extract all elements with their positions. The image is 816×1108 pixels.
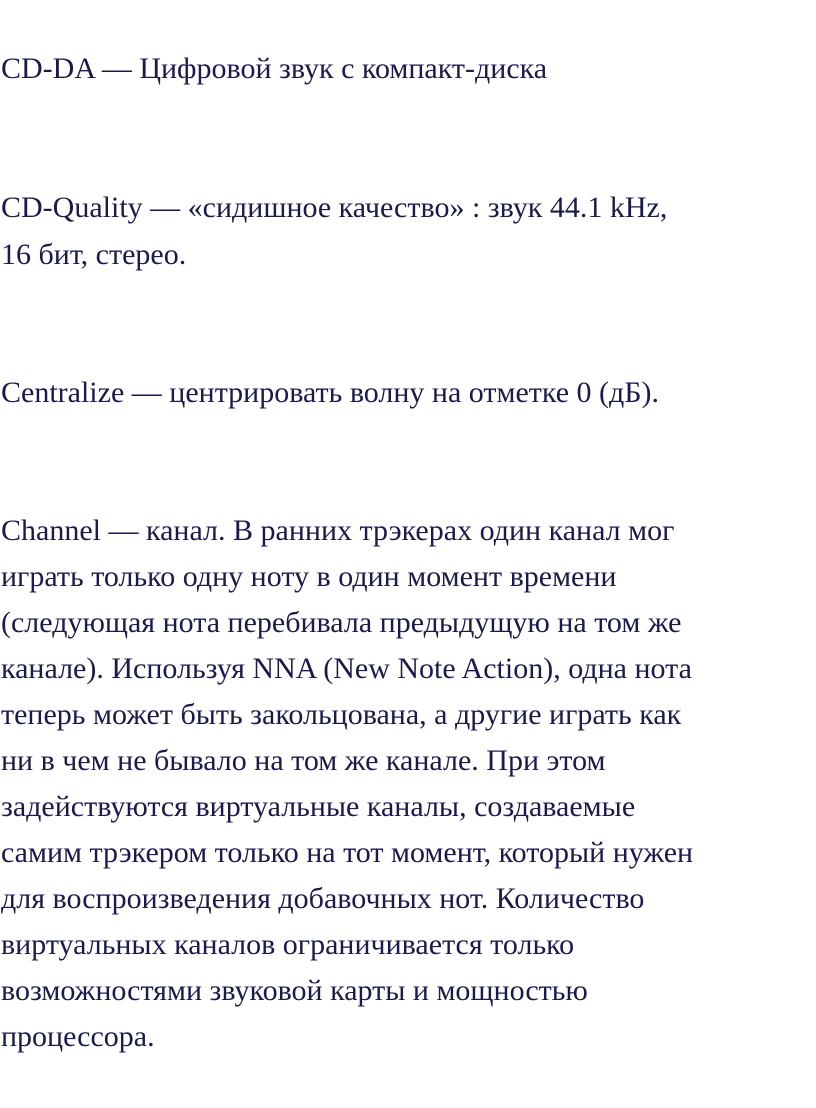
entry-centralize-line-1: Centralize — центрировать волну на отметке 0 (дБ). [1, 376, 660, 409]
entry-channel-line-5: теперь может быть закольцована, а другие играть как [1, 698, 682, 731]
entry-channel-line-10: виртуальных каналов ограничивается только [1, 928, 575, 961]
entry-channel-line-4: канале). Используя NNA (New Note Action), одна нота [1, 652, 692, 685]
entry-channel-line-12: процессора. [1, 1020, 155, 1053]
entry-channel-line-9: для воспроизведения добавочных нот. Количество [1, 882, 645, 915]
entry-channel-line-7: задействуются виртуальные каналы, создаваемые [1, 790, 636, 823]
entry-cd-da-line-1: CD-DA — Цифровой звук с компакт-диска [1, 52, 548, 85]
entry-channel-line-8: самим трэкером только на тот момент, который нужен [1, 836, 694, 869]
entry-channel-line-2: играть только одну ноту в один момент времени [1, 560, 617, 593]
entry-cd-quality-line-1: CD-Quality — «сидишное качество» : звук 44.1 kHz, [1, 191, 668, 224]
entry-channel-line-11: возможностями звуковой карты и мощностью [1, 974, 588, 1007]
entry-channel-line-1: Channel — канал. В ранних трэкерах один канал мог [1, 514, 675, 547]
entry-cd-quality-line-2: 16 бит, стерео. [1, 238, 187, 271]
entry-channel-line-3: (следующая нота перебивала предыдущую на том же [1, 606, 682, 639]
entry-channel-line-6: ни в чем не бывало на том же канале. При этом [1, 744, 606, 777]
